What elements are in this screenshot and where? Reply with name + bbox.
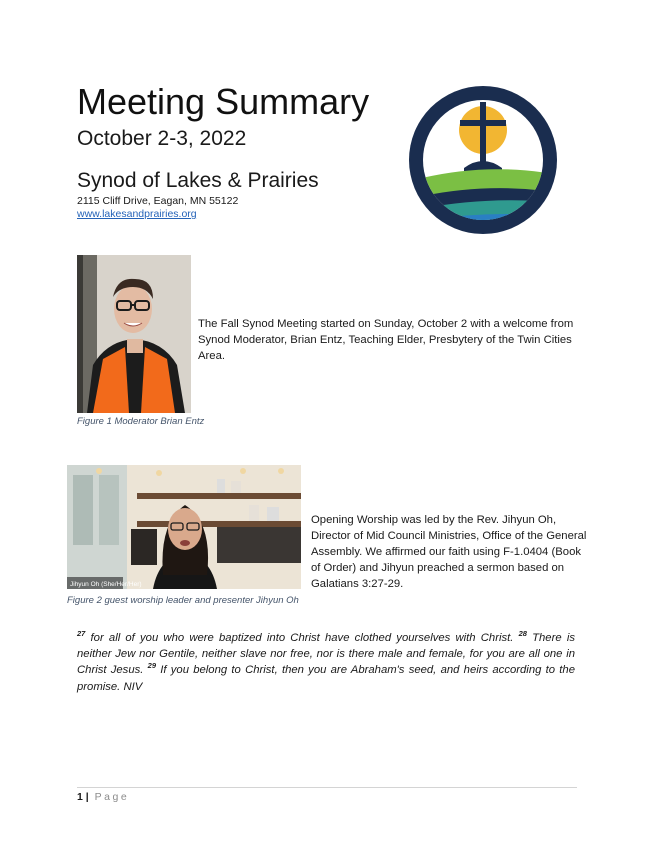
verse-number: 27 xyxy=(77,629,86,639)
verse-number: 28 xyxy=(518,629,527,639)
worship-paragraph: Opening Worship was led by the Rev. Jihyun Oh, Director of Mid Council Ministries, Office of the General Assembly. We affirmed our faith using F-1.0404 (Book of Order) and Jihyun preached a sermon based on Galatians 3:27-29. xyxy=(311,514,587,590)
footer-separator: | xyxy=(85,791,89,803)
verse-text: for all of you who were baptized into Christ have clothed yourselves with Christ. xyxy=(85,632,519,644)
page-footer xyxy=(77,791,129,803)
page-title: Meeting Summary xyxy=(77,81,370,122)
figure2-caption: Figure 2 guest worship leader and presenter Jihyun Oh xyxy=(67,595,299,606)
moderator-photo xyxy=(77,255,191,413)
page-number: 1 xyxy=(77,791,83,803)
page-label: Page xyxy=(94,791,130,803)
worship-leader-video-still xyxy=(67,465,301,589)
logo-cross-horizontal xyxy=(460,120,506,126)
organization-address: 2115 Cliff Drive, Eagan, MN 55122 xyxy=(77,195,239,207)
figure1-caption: Figure 1 Moderator Brian Entz xyxy=(77,416,205,427)
footer-divider xyxy=(77,787,577,788)
verse-text: There is neither Jew nor Gentile, neither slave nor free, nor is there male and female, for you are all one in Christ Jesus. xyxy=(77,632,575,677)
verse-number: 29 xyxy=(147,661,156,671)
verse-text: If you belong to Christ, then you are Abraham's seed, and heirs according to the promise. NIV xyxy=(77,664,575,693)
synod-logo-icon xyxy=(404,82,562,238)
organization-name: Synod of Lakes & Prairies xyxy=(77,169,319,192)
video-name-label: Jihyun Oh (She/Her/Her) xyxy=(70,581,142,588)
scripture-passage xyxy=(77,630,575,695)
welcome-paragraph: The Fall Synod Meeting started on Sunday, October 2 with a welcome from Synod Moderator, Brian Entz, Teaching Elder, Presbytery of the Twin Cities Area. xyxy=(198,318,574,362)
meeting-date: October 2-3, 2022 xyxy=(77,127,247,150)
website-link[interactable]: www.lakesandprairies.org xyxy=(77,208,197,220)
